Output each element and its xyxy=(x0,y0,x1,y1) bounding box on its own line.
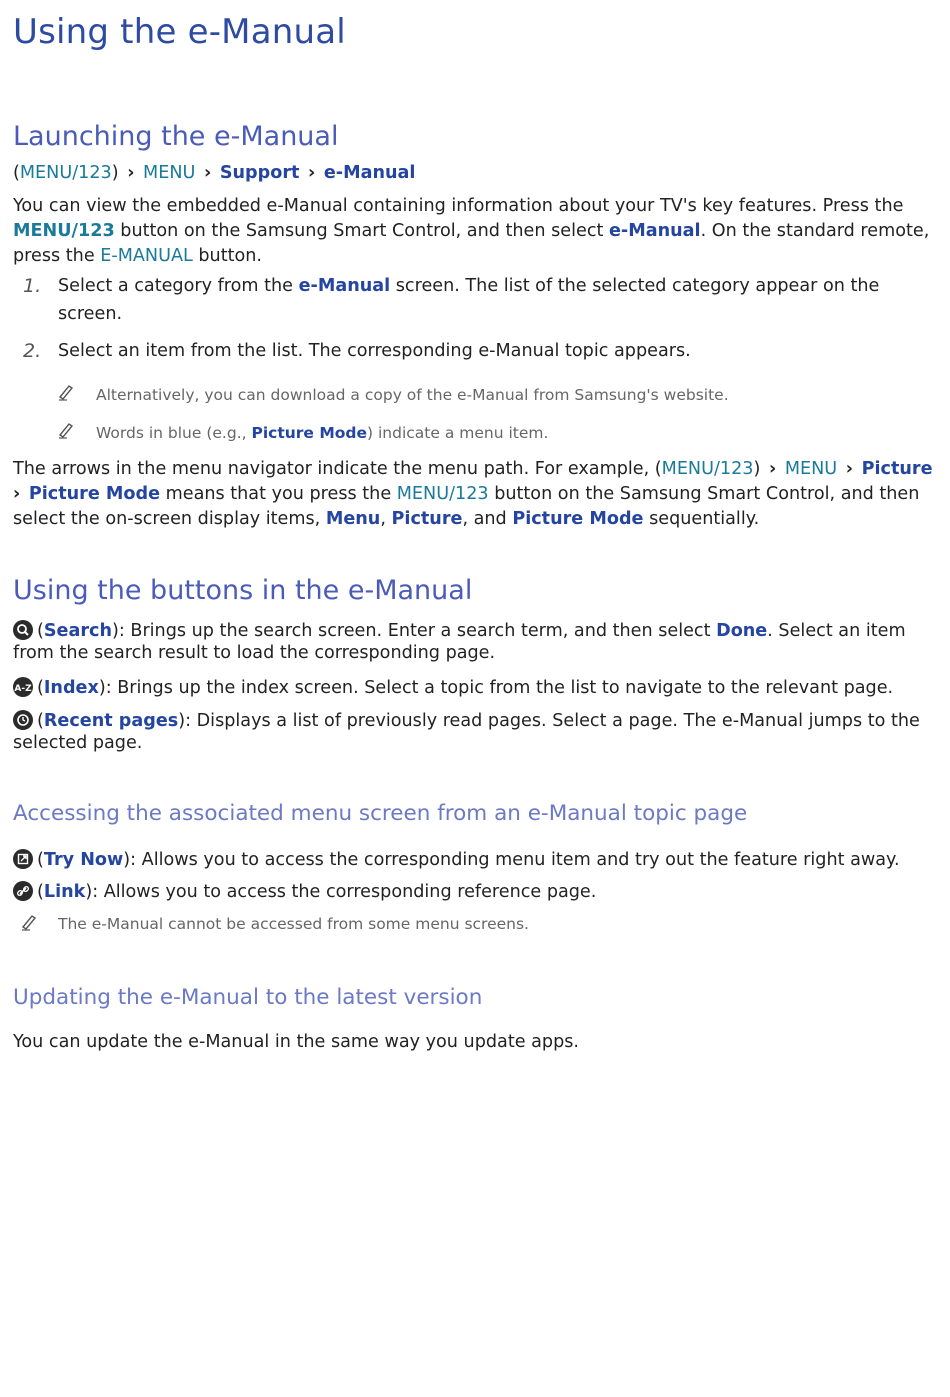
note-menu-screens: The e-Manual cannot be accessed from some menu screens. xyxy=(58,915,529,933)
chevron-right-icon: › xyxy=(308,163,316,183)
button-desc-try-now: (Try Now): Allows you to access the corresponding menu item and try out the feature right away. xyxy=(13,849,928,871)
button-desc-search: (Search): Brings up the search screen. Enter a search term, and then select Done. Select an item from the search result to load the corresponding page. xyxy=(13,621,906,663)
path-menu: MENU xyxy=(143,163,196,183)
svg-text:A-Z: A-Z xyxy=(14,684,32,694)
note-download: Alternatively, you can download a copy of the e-Manual from Samsung's website. xyxy=(96,386,729,404)
recent-history-icon xyxy=(13,710,33,730)
section-heading-launching: Launching the e-Manual xyxy=(13,121,339,152)
step-number: 2. xyxy=(23,340,42,362)
pencil-note-icon xyxy=(20,913,38,931)
updating-paragraph: You can update the e-Manual in the same way you update apps. xyxy=(13,1032,580,1052)
search-icon xyxy=(13,620,33,640)
pencil-note-icon xyxy=(57,421,75,439)
a-z-index-icon xyxy=(13,677,33,697)
arrows-paragraph: The arrows in the menu navigator indicate the menu path. For example, (MENU/123) › MENU › Picture › Picture Mode means that you press the MENU/123 button on the Samsung Smart Control, and then select the on-screen display items, Menu, Picture, and Picture Mode sequentially. xyxy=(13,459,933,529)
step-1: Select a category from the e-Manual screen. The list of the selected category appear on the screen. xyxy=(58,276,880,324)
page-title: Using the e-Manual xyxy=(13,12,346,52)
button-desc-index: A-Z (Index): Brings up the index screen. Select a topic from the list to navigate to the relevant page. xyxy=(14,678,894,698)
note-blue-words: Words in blue (e.g., Picture Mode) indicate a menu item. xyxy=(96,424,549,442)
path-emanual: e-Manual xyxy=(323,163,416,183)
chevron-right-icon: › xyxy=(203,163,212,183)
section-heading-accessing: Accessing the associated menu screen from an e-Manual topic page xyxy=(13,801,748,826)
chevron-right-icon: › xyxy=(845,459,854,479)
step-number: 1. xyxy=(23,275,42,297)
section-heading-buttons: Using the buttons in the e-Manual xyxy=(13,575,473,606)
menu-path: (MENU/123) › MENU › Support › e-Manual xyxy=(13,163,416,183)
path-menu123: MENU/123 xyxy=(19,163,112,183)
link-icon xyxy=(13,881,33,901)
intro-paragraph: You can view the embedded e-Manual containing information about your TV's key features. Press the MENU/123 button on the Samsung Smart Control, and then select e-Manual. On the standard remote, press the E-MANUAL button. xyxy=(13,196,930,266)
pencil-note-icon xyxy=(57,383,75,401)
section-heading-updating: Updating the e-Manual to the latest version xyxy=(13,985,483,1010)
chevron-right-icon: › xyxy=(768,459,777,479)
chevron-right-icon: › xyxy=(127,163,135,183)
button-desc-recent: (Recent pages): Displays a list of previously read pages. Select a page. The e-Manual jumps to the selected page. xyxy=(13,711,920,753)
path-support: Support xyxy=(219,163,300,183)
chevron-right-icon: › xyxy=(13,484,21,504)
try-now-icon xyxy=(13,849,33,869)
button-desc-link: (Link): Allows you to access the corresponding reference page. xyxy=(13,881,928,903)
step-2: Select an item from the list. The corresponding e-Manual topic appears. xyxy=(58,341,691,361)
